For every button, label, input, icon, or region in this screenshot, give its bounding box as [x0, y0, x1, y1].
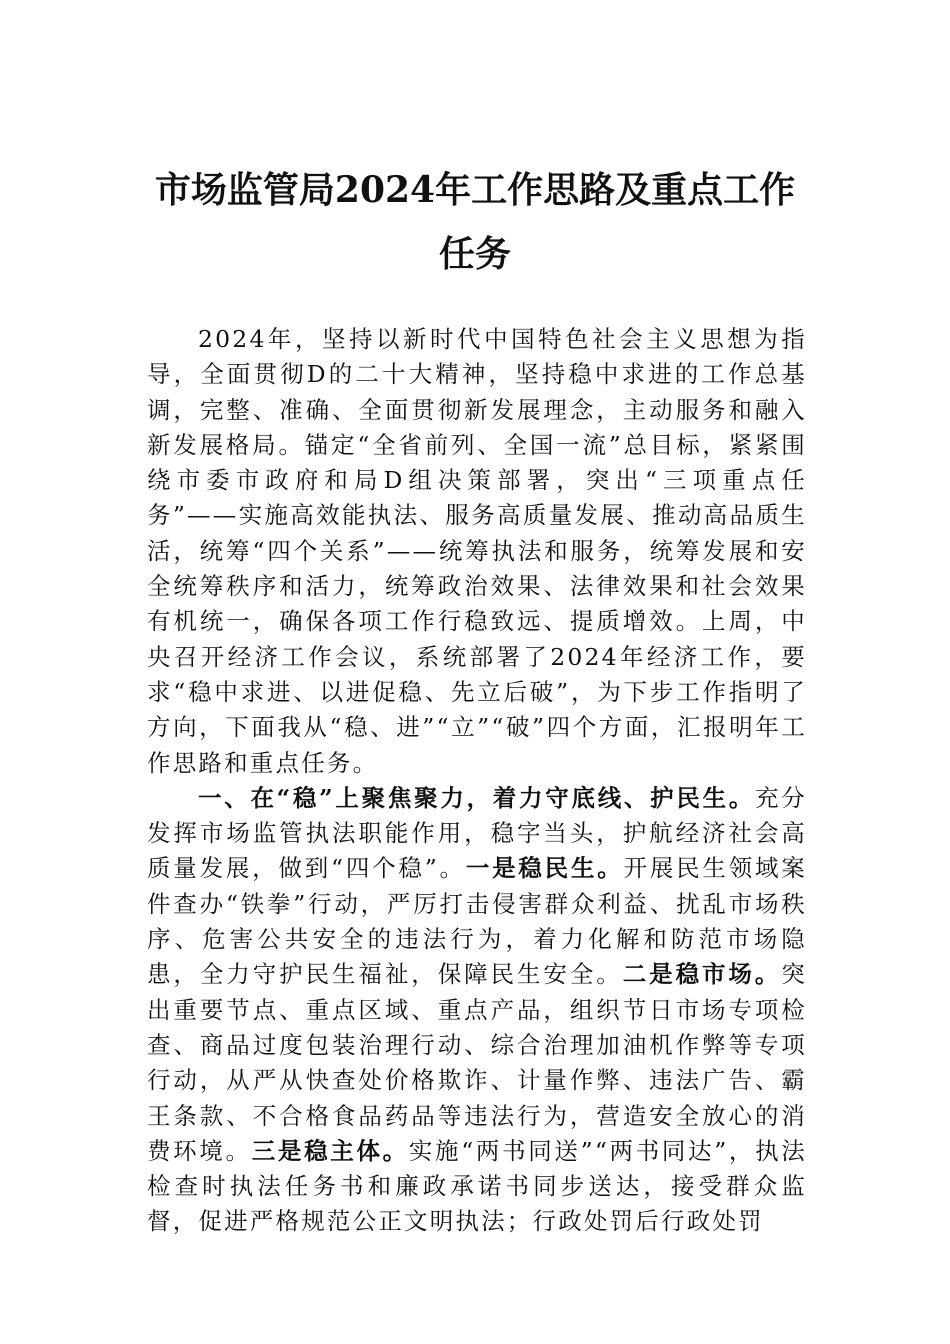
paragraph-intro [147, 322, 807, 781]
point-two-text: 突出重要节点、重点区域、重点产品，组织节日市场专项检查、商品过度包装治理行动、综合治理加油机作弊等专项行动，从严从快查处价格欺诈、计量作弊、违法广告、霸王条款、不合格食品药品等违法行为，营造安全放心的消费环境。 [147, 960, 807, 1165]
point-one-heading: 一是稳民生。 [465, 854, 624, 883]
document-title: 市场监管局2024年工作思路及重点工作任务 [154, 169, 796, 275]
section-one-intro: 充分发挥市场监管执法职能作用，稳字当头，护航经济社会高质量发展，做到“四个稳”。 [147, 783, 807, 883]
point-three-heading: 三是稳主体。 [251, 1136, 409, 1165]
point-three-text: 实施“两书同送”“两书同达”，执法检查时执法任务书和廉政承诺书同步送达，接受群众监督，促进严格规范公正文明执法；行政处罚后行政处罚 [147, 1136, 807, 1236]
paragraph-intro-text: 2024年，坚持以新时代中国特色社会主义思想为指导，全面贯彻D的二十大精神，坚持稳中求进的工作总基调，完整、准确、全面贯彻新发展理念，主动服务和融入新发展格局。锚定“全省前列、全国一流”总目标，紧紧围绕市委市政府和局D组决策部署，突出“三项重点任务”——实施高效能执法、服务高质量发展、推动高品质生活，统筹“四个关系”——统筹执法和服务，统筹发展和安全统筹秩序和活力，统筹政治效果、法律效果和社会效果有机统一，确保各项工作行稳致远、提质增效。上周，中央召开经济工作会议，系统部署了2024年经济工作，要求“稳中求进、以进促稳、先立后破”，为下步工作指明了方向，下面我从“稳、进”“立”“破”四个方面，汇报明年工作思路和重点任务。 [147, 325, 807, 777]
paragraph-section-one [147, 781, 807, 1240]
point-two-heading: 二是稳市场。 [622, 960, 782, 989]
document-body [147, 322, 807, 1240]
section-one-heading: 一、在“稳”上聚焦聚力，着力守底线、护民生。 [198, 783, 756, 812]
point-one-text: 开展民生领域案件查办“铁拳”行动，严厉打击侵害群众利益、扰乱市场秩序、危害公共安全的违法行为，着力化解和防范市场隐患，全力守护民生福祉，保障民生安全。 [147, 854, 808, 989]
